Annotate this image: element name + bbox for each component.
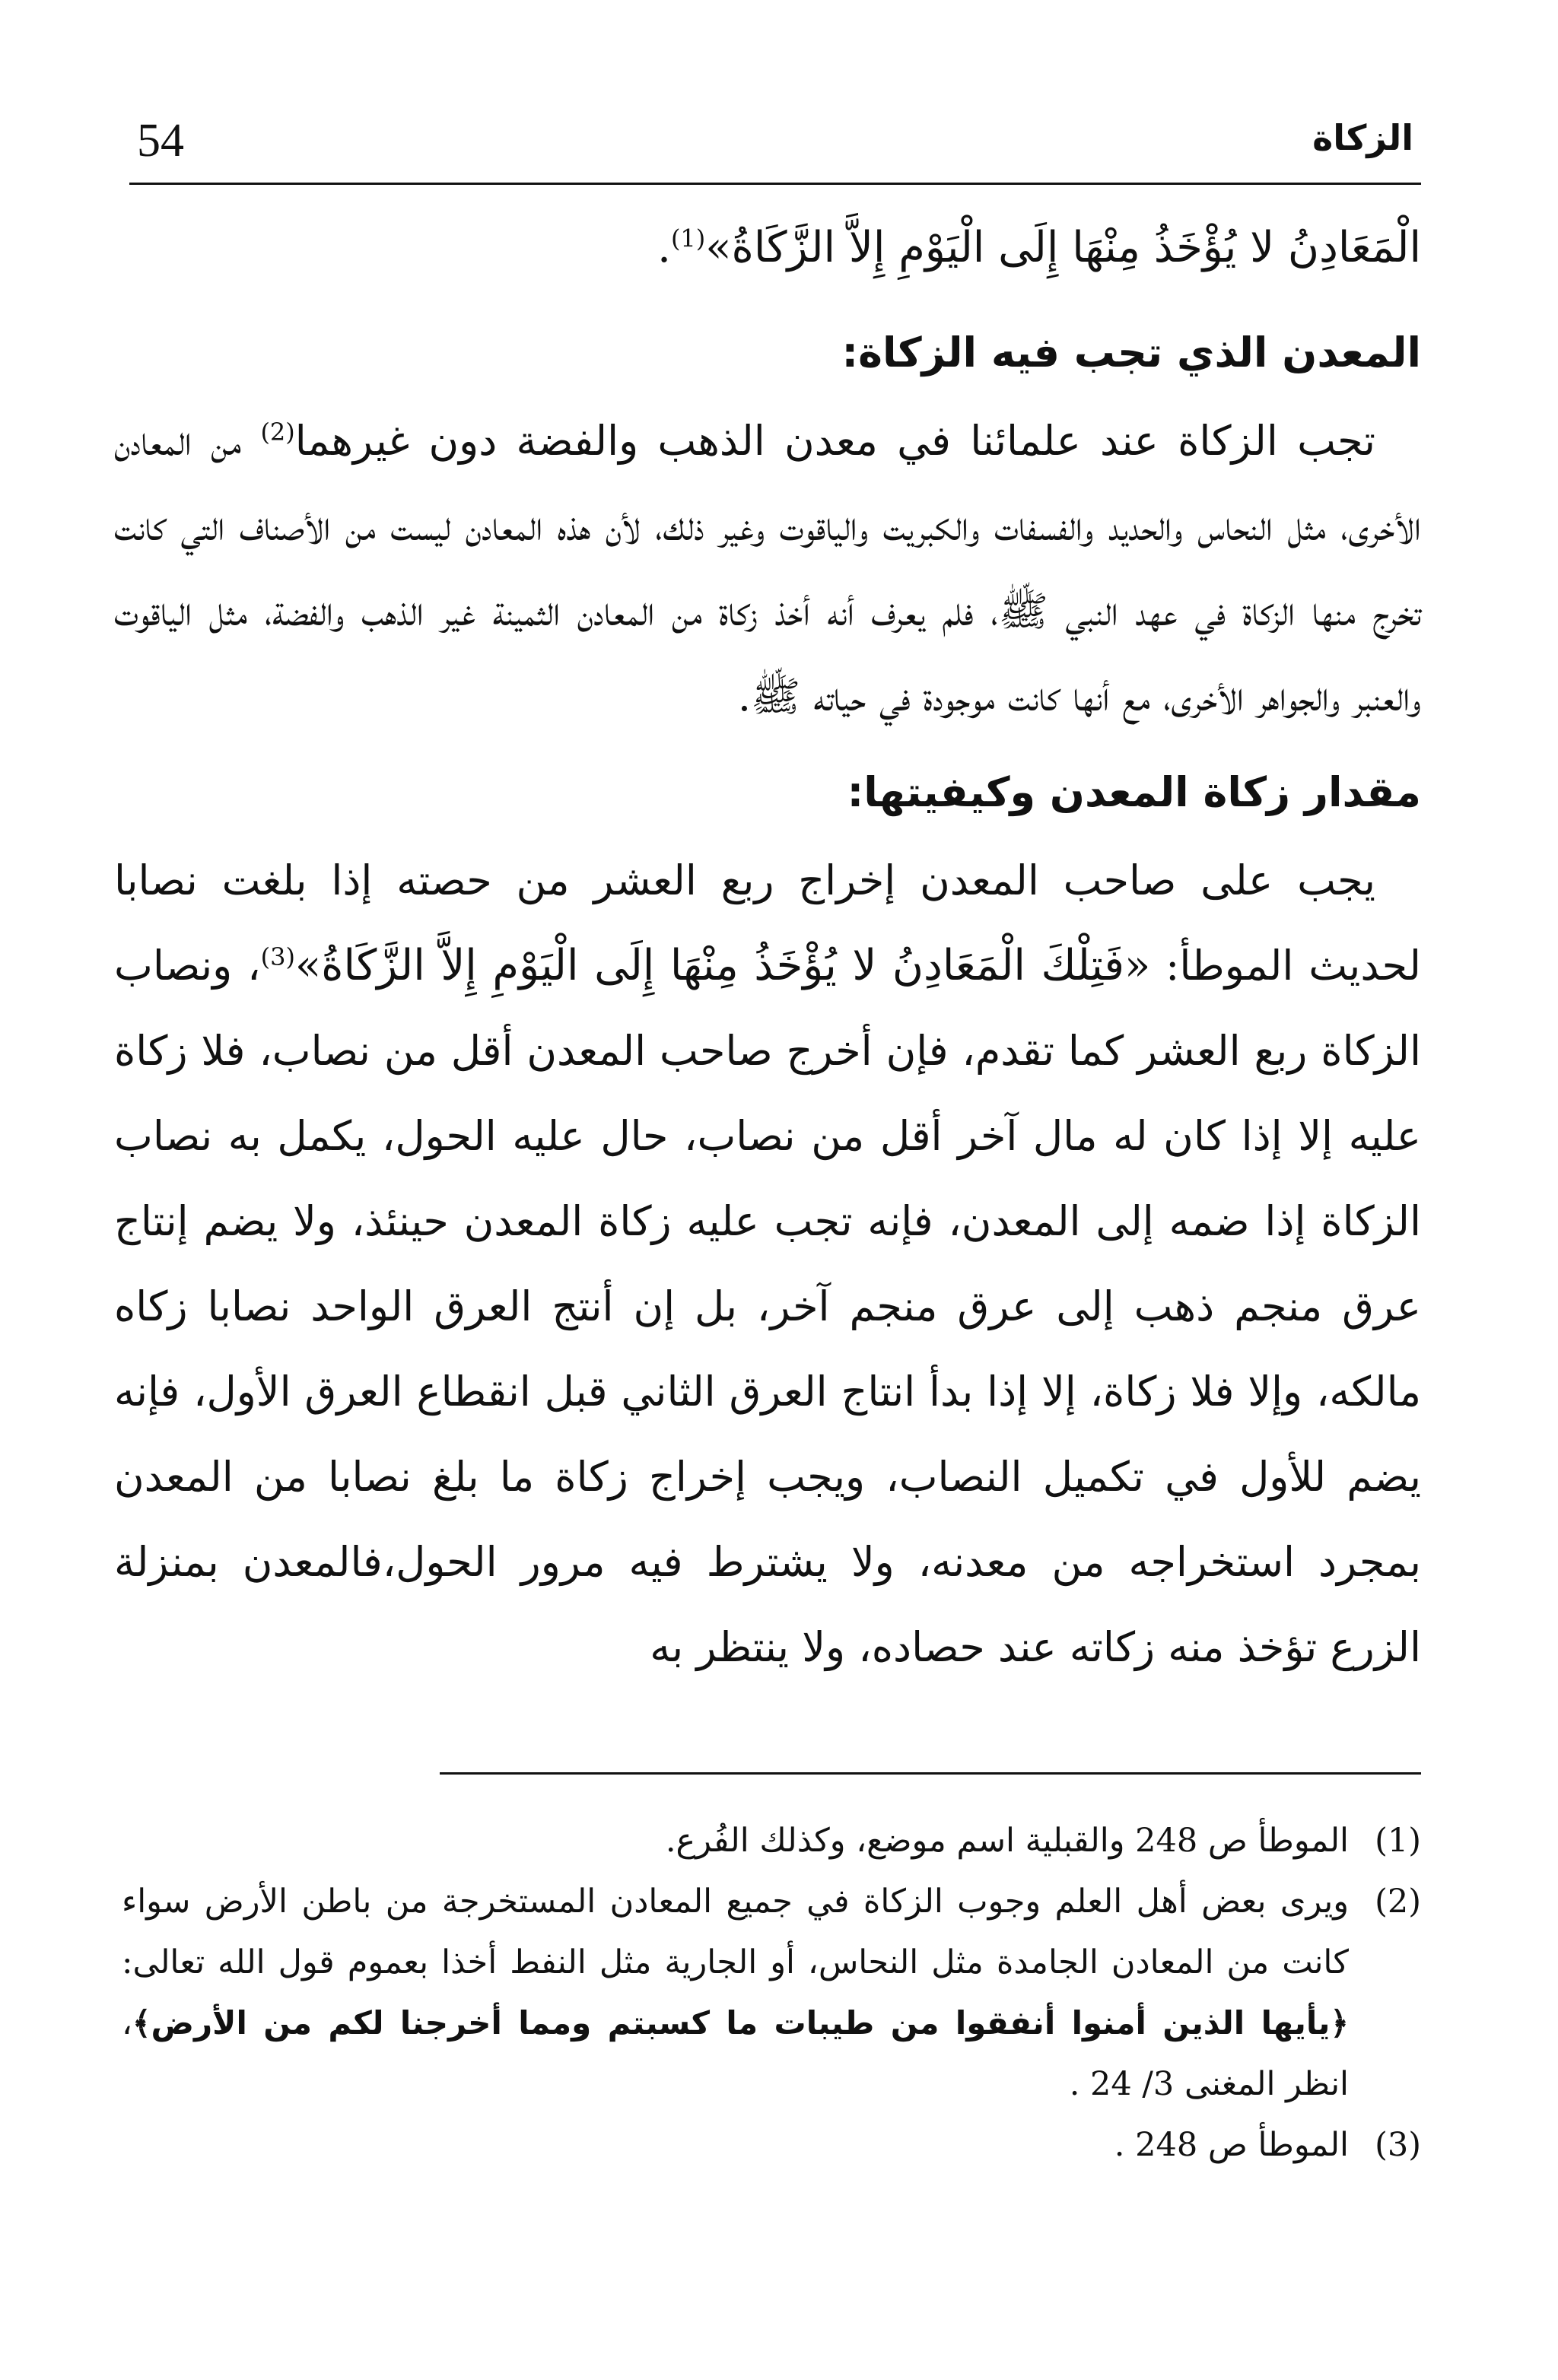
footnote-text: الموطأ ص 248 والقبلية اسم موضع، وكذلك الفُرع. [665, 1822, 1349, 1860]
section-heading-amount: مقدار زكاة المعدن وكيفيتها: [847, 768, 1421, 816]
footnote-text-part-1: ويرى بعض أهل العلم وجوب الزكاة في جميع المعادن المستخرجة من باطن الأرض سواء كانت من المعادن الجامدة مثل النحاس، أو الجارية مثل النفط أخذا بعموم قول الله تعالى: [122, 1883, 1349, 1981]
paragraph-amount [114, 838, 1421, 1690]
paragraph-mineral [114, 399, 1421, 739]
page-header [129, 106, 1421, 185]
paragraph-amount-part-2: ، ونصاب الزكاة ربع العشر كما تقدم، فإن أخرج صاحب المعدن أقل من نصاب، فلا زكاة عليه إلا إذا كان له مال آخر أقل من نصاب، حال عليه الحول، يكمل به نصاب الزكاة إذا ضمه إلى المعدن، فإنه تجب عليه زكاة المعدن حينئذ، ولا يضم إنتاج عرق منجم ذهب إلى عرق منجم آخر، بل إن أنتج العرق الواحد نصابا زكاه مالكه، وإلا فلا زكاة، إلا إذا بدأ انتاج العرق الثاني قبل انقطاع العرق الأول، فإنه يضم للأول في تكميل النصاب، ويجب إخراج زكاة ما بلغ نصابا من المعدن بمجرد استخراجه من معدنه، ولا يشترط فيه مرور الحول،فالمعدن بمنزلة الزرع تؤخذ منه زكاته عند حصاده، ولا ينتظر به [114, 942, 1421, 1671]
footnote-2 [122, 1871, 1421, 2115]
hadith-quote: «فَتِلْكَ الْمَعَادِنُ لا يُؤْخَذُ مِنْهَا إِلَى الْيَوْمِ إِلاَّ الزَّكَاةُ» [294, 941, 1151, 990]
continued-hadith [114, 205, 1421, 291]
footnote-1 [122, 1810, 1421, 1871]
footnote-number: (3) [1375, 2126, 1421, 2164]
footnote-text [122, 1871, 1349, 2115]
footnotes [122, 1810, 1421, 2175]
continued-hadith-end: . [657, 223, 671, 272]
main-text [114, 205, 1421, 1690]
paragraph-mineral-part-1: تجب الزكاة عند علمائنا في معدن الذهب والفضة دون غيرهما [294, 417, 1376, 465]
footnote-text-part-2: ، انظر المغنى 3/ 24 . [122, 2004, 1349, 2103]
footnote-text: الموطأ ص 248 . [1114, 2126, 1349, 2164]
continued-hadith-text: الْمَعَادِنُ لا يُؤْخَذُ مِنْهَا إِلَى الْيَوْمِ إِلاَّ الزَّكَاةُ» [705, 223, 1421, 272]
running-head: الزكاة [1312, 117, 1413, 158]
footnote-divider [440, 1772, 1421, 1775]
section-heading-mineral: المعدن الذي تجب فيه الزكاة: [841, 329, 1421, 377]
paragraph-mineral-part-2: من المعادن الأخرى، مثل النحاس والحديد والفسفات والكبريت والياقوت وغير ذلك، لأن هذه المعادن ليست من الأصناف التي كانت تخرج منها الزكاة في عهد النبي ﷺ، فلم يعرف أنه أخذ زكاة من المعادن الثمينة غير الذهب والفضة، مثل الياقوت والعنبر والجواهر الأخرى، مع أنها كانت موجودة في حياته ﷺ. [114, 417, 1422, 720]
quran-verse: ﴿يأيها الذين أمنوا أنفقوا من طيبات ما كسبتم ومما أخرجنا لكم من الأرض﴾ [132, 2004, 1349, 2042]
footnote-ref-3: (3) [260, 942, 295, 971]
footnote-number: (1) [1375, 1822, 1421, 1860]
footnote-ref-2: (2) [260, 418, 295, 446]
paragraph-amount-part-1: يجب على صاحب المعدن إخراج ربع العشر من حصته إذا بلغت نصابا لحديث الموطأ: [114, 856, 1421, 990]
footnote-number: (2) [1375, 1883, 1421, 1921]
footnote-3 [122, 2115, 1421, 2175]
page-number: 54 [137, 115, 184, 167]
footnote-ref-1: (1) [670, 224, 706, 253]
